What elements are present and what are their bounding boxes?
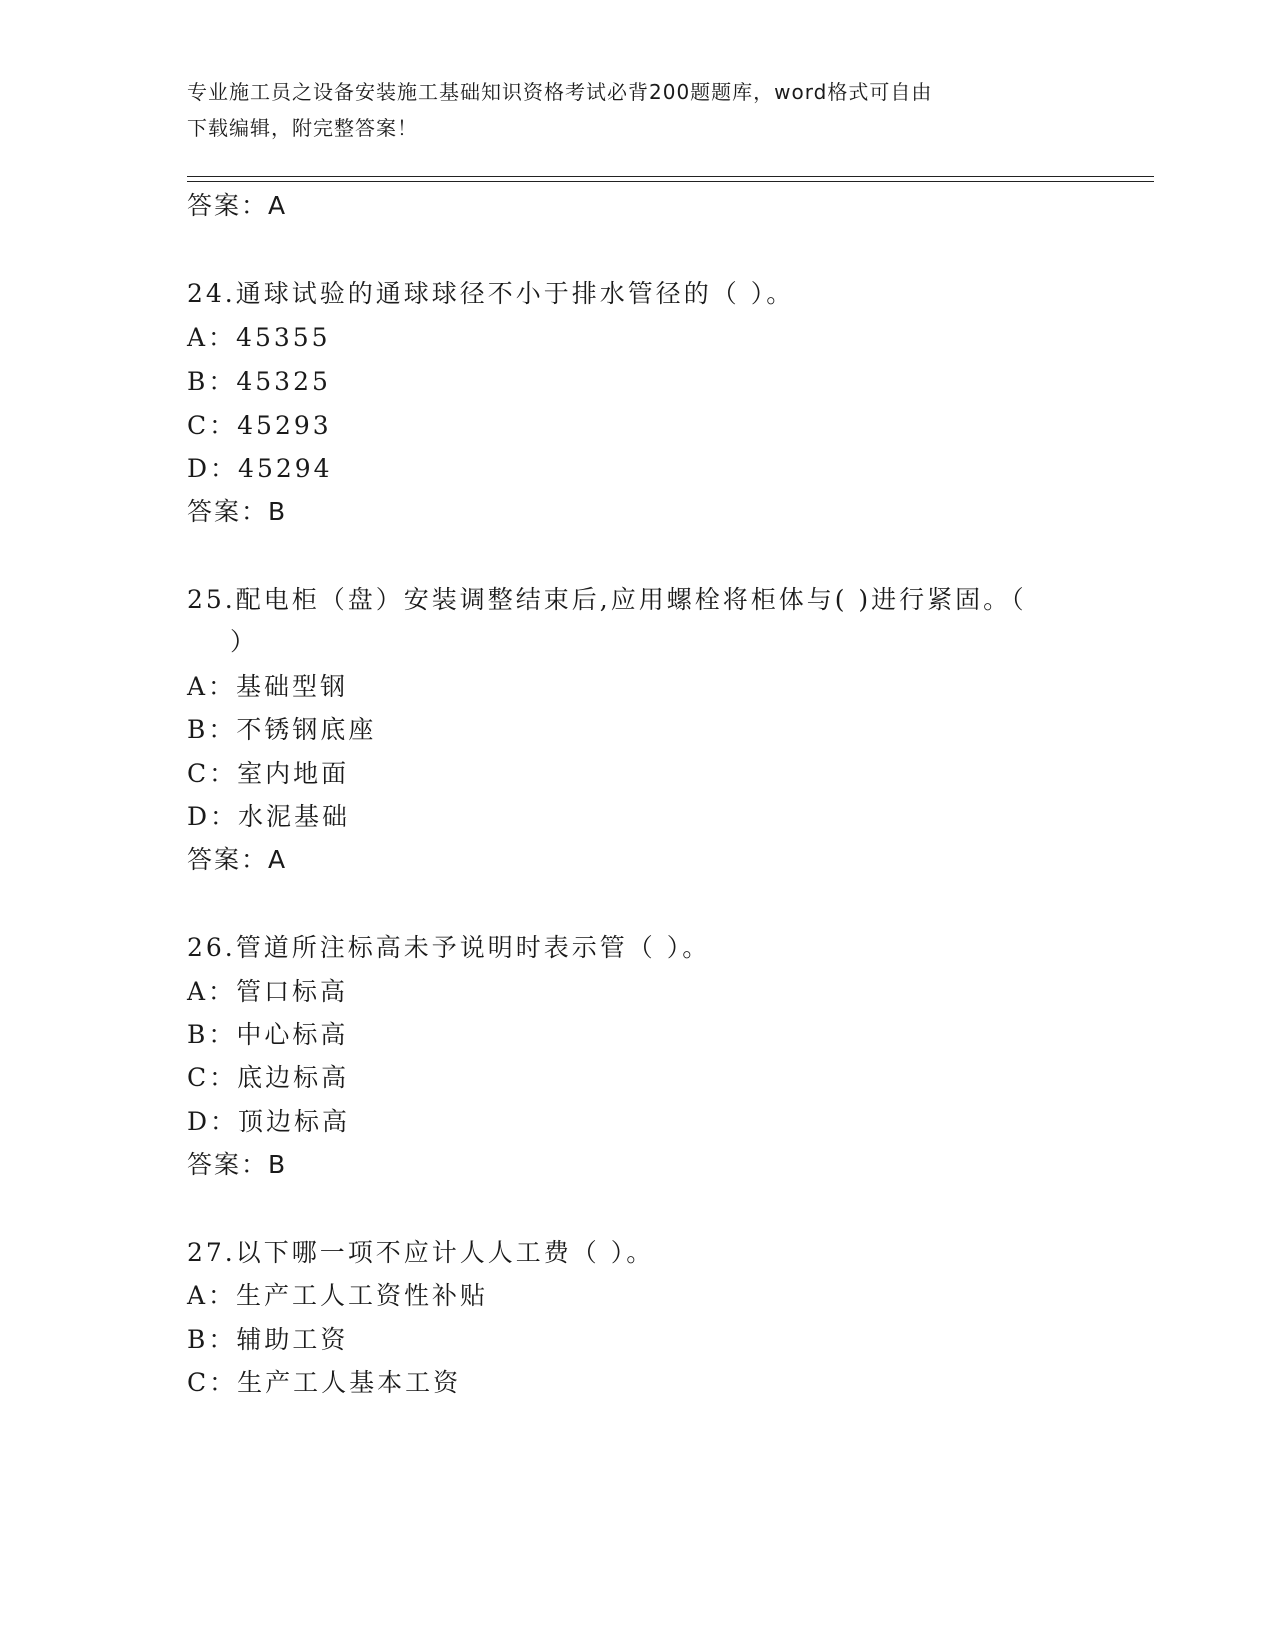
question-24-option-d: D：45294 xyxy=(187,454,333,483)
header-divider-top xyxy=(187,176,1154,177)
question-25-option-b: B：不锈钢底座 xyxy=(187,715,377,744)
question-24-option-a: A：45355 xyxy=(187,323,331,352)
question-24-stem: 24.通球试验的通球球径不小于排水管径的（ ）。 xyxy=(187,279,795,308)
question-25-option-a: A：基础型钢 xyxy=(187,672,349,701)
question-24-option-b: B：45325 xyxy=(187,367,331,396)
question-24-option-c: C：45293 xyxy=(187,411,332,440)
question-27-stem: 27.以下哪一项不应计人人工费（ ）。 xyxy=(187,1238,655,1267)
document-header xyxy=(187,74,1067,146)
question-26-option-d: D：顶边标高 xyxy=(187,1107,351,1136)
question-26-option-c: C：底边标高 xyxy=(187,1063,350,1092)
question-25-stem: 25.配电柜（盘）安装调整结束后,应用螺栓将柜体与( )进行紧固。（ xyxy=(187,585,1027,614)
question-26-stem: 26.管道所注标高未予说明时表示管（ ）。 xyxy=(187,933,711,962)
question-25-option-d: D：水泥基础 xyxy=(187,802,351,831)
header-divider-bottom xyxy=(187,181,1154,182)
question-26-option-b: B：中心标高 xyxy=(187,1020,349,1049)
header-line-2: 下载编辑，附完整答案！ xyxy=(187,116,418,140)
question-25-option-c: C：室内地面 xyxy=(187,759,350,788)
question-27-option-a: A：生产工人工资性补贴 xyxy=(187,1281,489,1310)
question-26-answer: 答案：B xyxy=(187,1150,288,1179)
previous-answer: 答案：A xyxy=(187,191,288,220)
question-25-stem-continued: ） xyxy=(230,627,259,656)
question-24-answer: 答案：B xyxy=(187,497,288,526)
question-25-answer: 答案：A xyxy=(187,845,288,874)
question-27-option-c: C：生产工人基本工资 xyxy=(187,1368,462,1397)
question-27-option-b: B：辅助工资 xyxy=(187,1325,349,1354)
question-26-option-a: A：管口标高 xyxy=(187,977,349,1006)
header-line-1: 专业施工员之设备安装施工基础知识资格考试必背200题题库，word格式可自由 xyxy=(187,80,933,104)
